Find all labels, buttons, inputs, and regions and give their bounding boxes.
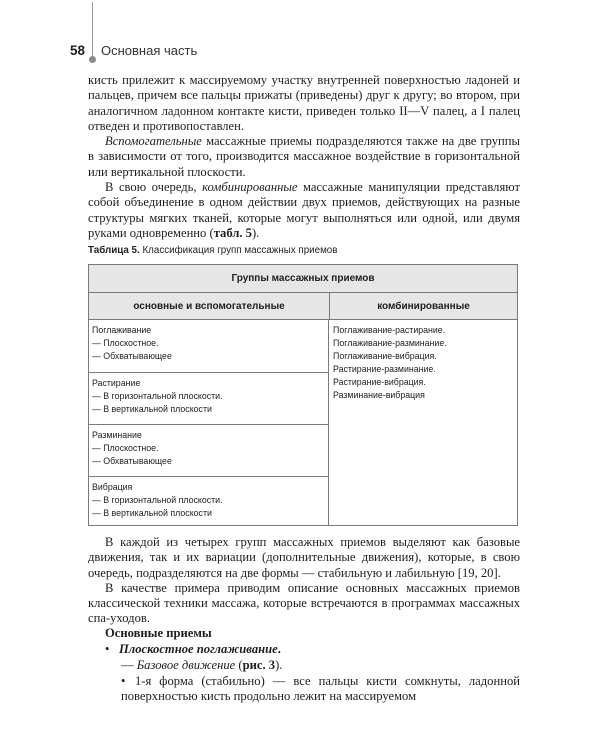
table-cell-stroking (89, 320, 329, 373)
paragraph-3-mid: массажные манипуляции представляют собой объединение в одном действии двух приемов, действующих на разные структуры мягких тканей, которые могут выполняться или одной, или двумя руками одновременно ( (88, 180, 520, 240)
paragraph-5: В качестве примера приводим описание основных массажных приемов классической техники массажа, которые встречаются в программах массажных спа-уходов. (88, 580, 520, 626)
paragraph-2 (88, 134, 520, 180)
combined-item: Разминание-вибрация (333, 390, 425, 400)
body-text-bottom (88, 535, 520, 627)
table-caption-text: Классификация групп массажных приемов (139, 245, 338, 256)
combined-item: Поглаживание-разминание. (333, 338, 447, 348)
table-reference: табл. 5 (213, 225, 252, 240)
combined-item: Растирание-разминание. (333, 364, 436, 374)
cell-item: — Обхватывающее (92, 351, 172, 361)
table-caption-label: Таблица 5. (88, 245, 140, 256)
section-title: Основная часть (101, 43, 198, 58)
combined-item: Поглаживание-растирание. (333, 325, 446, 335)
table-col-header-combined: комбинированные (330, 293, 517, 320)
cell-item: — В горизонтальной плоскости. (92, 391, 223, 401)
term-auxiliary: Вспомогательные (105, 134, 202, 149)
term-combined: комбинированные (202, 180, 298, 195)
bullet-icon: • (121, 674, 126, 688)
dash-marker: — (121, 658, 134, 672)
paren-open: ( (235, 658, 243, 672)
paragraph-3-start: В свою очередь, (105, 180, 203, 195)
base-movement-label: Базовое движение (136, 658, 236, 672)
paragraph-2-text: массажные приемы подразделяются также на две группы в зависимости от того, производится массажное воздействие в горизонтальной или вертикальной плоскости. (88, 134, 520, 179)
classification-table (88, 264, 518, 526)
paren-close: ). (275, 658, 283, 672)
table-cell-kneading (89, 425, 329, 477)
table-cell-combined (333, 324, 513, 402)
figure-reference: рис. 3 (242, 658, 276, 672)
list-item-title: Плоскостное поглаживание (119, 642, 278, 656)
cell-item: — Плоскостное. (92, 338, 159, 348)
combined-item: Поглаживание-вибрация. (333, 351, 437, 361)
list-item-form-1 (121, 674, 520, 705)
cell-item: — В вертикальной плоскости (92, 508, 212, 518)
header-dot (89, 56, 96, 63)
table-cell-rubbing (89, 373, 329, 425)
cell-title: Растирание (92, 378, 141, 388)
table-cell-vibration (89, 477, 329, 525)
cell-item: — В горизонтальной плоскости. (92, 495, 223, 505)
bullet-icon: • (105, 642, 110, 656)
body-text-top (88, 73, 520, 241)
list-item-base-movement (121, 658, 282, 673)
paragraph-3 (88, 180, 520, 241)
page-number: 58 (70, 43, 86, 58)
form-1-text: 1-я форма (стабильно) — все пальцы кисти сомкнуты, ладонной поверхностью кисть продольно лежит на массируемом (121, 674, 520, 704)
list-item-end: . (277, 642, 281, 656)
table-caption (88, 245, 337, 256)
table-col-header-basic: основные и вспомогательные (89, 293, 330, 320)
combined-item: Растирание-вибрация. (333, 377, 426, 387)
paragraph-1: кисть прилежит к массируемому участку внутренней поверхностью ладоней и пальцев, причем все пальцы прижаты (приведены) друг к другу; во втором, при аналогичном ладонном контакте кисти, приведен только II—V палец, а I палец отведен и противопоставлен. (88, 73, 520, 133)
basic-techniques-heading: Основные приемы (105, 626, 212, 640)
paragraph-3-end: ). (251, 225, 260, 240)
list-item-planar-stroking (105, 642, 281, 657)
paragraph-4: В каждой из четырех групп массажных приемов выделяют как базовые движения, так и их вариации (дополнительные движения), которые, в свою очередь, подразделяются на две формы — стабильную и лабильную [19, 20]. (88, 535, 520, 580)
cell-title: Поглаживание (92, 325, 152, 335)
cell-item: — В вертикальной плоскости (92, 404, 212, 414)
cell-title: Разминание (92, 430, 142, 440)
cell-title: Вибрация (92, 482, 133, 492)
header-rule (92, 2, 93, 58)
table-main-header: Группы массажных приемов (89, 265, 517, 293)
cell-item: — Плоскостное. (92, 443, 159, 453)
cell-item: — Обхватывающее (92, 456, 172, 466)
